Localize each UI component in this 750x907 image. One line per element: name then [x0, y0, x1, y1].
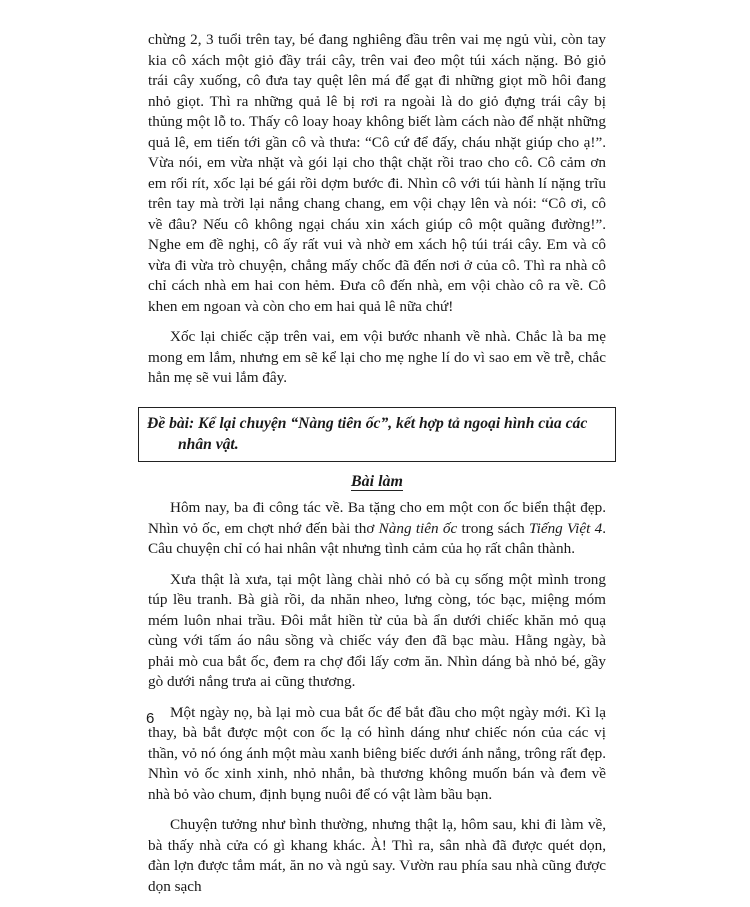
essay-paragraph-3: Một ngày nọ, bà lại mò cua bắt ốc để bắt đầu cho một ngày mới. Kì lạ thay, bà bắt được một con ốc lạ có hình dáng như chiếc nón của các vị thần, vỏ nó óng ánh một màu xanh biêng biếc dưới ánh nắng, trông rất đẹp. Nhìn vỏ ốc xinh xinh, nhỏ nhắn, bà thương không muốn bán và đem về nhà bỏ vào chum, định bụng nuôi để có vật làm bầu bạn. [148, 703, 606, 803]
page-number: 6 [146, 710, 155, 727]
page-content [148, 30, 606, 907]
essay-heading-text: Bài làm [350, 472, 403, 490]
essay-p1-text-a: Hôm nay, ba đi công tác về. Ba tặng cho em một con ốc biển thật đẹp. Nhìn vỏ ốc, em chợt nhớ đến bài thơ [148, 499, 606, 537]
essay-paragraph-2: Xưa thật là xưa, tại một làng chài nhỏ có bà cụ sống một mình trong túp lều tranh. Bà già rồi, da nhăn nheo, lưng còng, tóc bạc, miệng móm mém luôn nhai trầu. Đôi mắt hiền từ của bà ẩn dưới chiếc khăn mỏ quạ cùng với tấm áo nâu sồng và chiếc váy đen đã bạc màu. Hằng ngày, bà phải mò cua bắt ốc, đem ra chợ đổi lấy cơm ăn. Nhìn dáng bà nhỏ bé, gầy gò dưới nắng trưa ai cũng thương. [148, 570, 606, 690]
paragraph-previous-story-2: Xốc lại chiếc cặp trên vai, em vội bước nhanh về nhà. Chắc là ba mẹ mong em lắm, nhưng em sẽ kể lại cho mẹ nghe lí do vì sao em về trễ, chắc hẳn mẹ sẽ vui lắm đây. [148, 328, 606, 386]
essay-p1-text-c: . Câu chuyện chỉ có hai nhân vật nhưng tình cảm của họ rất chân thành. [148, 519, 606, 557]
essay-paragraph-4: Chuyện tưởng như bình thường, nhưng thật lạ, hôm sau, khi đi làm về, bà thấy nhà cửa có gì khang khác. À! Thì ra, sân nhà đã được quét dọn, đàn lợn được tắm mát, ăn no và ngủ say. Vườn rau phía sau nhà cũng được dọn sạch [148, 816, 606, 895]
poem-title: Nàng tiên ốc [378, 519, 458, 537]
assignment-line-2: nhân vật. [178, 435, 239, 453]
assignment-box [138, 407, 616, 462]
essay-heading [148, 472, 606, 493]
assignment-line-1: Đề bài: Kể lại chuyện “Nàng tiên ốc”, kết hợp tả ngoại hình của các [147, 414, 588, 432]
book-title: Tiếng Việt 4 [529, 519, 603, 537]
essay-p1-text-b: trong sách [457, 519, 530, 537]
essay-paragraph-1 [148, 498, 606, 560]
paragraph-previous-story-1: chừng 2, 3 tuổi trên tay, bé đang nghiêng đầu trên vai mẹ ngủ vùi, còn tay kia cô xách một giỏ đầy trái cây, trên vai đeo một túi xách nặng. Bỏ giỏ trái cây xuống, cô đưa tay quệt lên má để gạt đi những giọt mồ hôi đang nhỏ giọt. Thì ra những quả lê bị rơi ra ngoài là do giỏ đựng trái cây bị thủng một lỗ to. Thấy cô loay hoay không biết làm cách nào để nhặt những quả lê, em tiến tới gần cô và thưa: “Cô cứ để đấy, cháu nhặt giúp cho ạ!”. Vừa nói, em vừa nhặt và gói lại cho thật chặt rồi trao cho cô. Cô cảm ơn em rối rít, xốc lại bé gái rồi dợm bước đi. Nhìn cô với túi hành lí nặng trĩu trên tay mà trời lại nắng chang chang, em vội chạy lên và nói: “Cô ơi, cô về đâu? Nếu cô không ngại cháu xin xách giúp cô một quãng đường!”. Nghe em đề nghị, cô ấy rất vui và nhờ em xách hộ túi trái cây. Em và cô vừa đi vừa trò chuyện, chẳng mấy chốc đã đến nơi ở của cô. Thì ra nhà cô chỉ cách nhà em hai con hẻm. Đưa cô đến nhà, em vội chào cô ra về. Cô khen em ngoan và còn cho em hai quả lê nữa chứ! [148, 31, 606, 315]
